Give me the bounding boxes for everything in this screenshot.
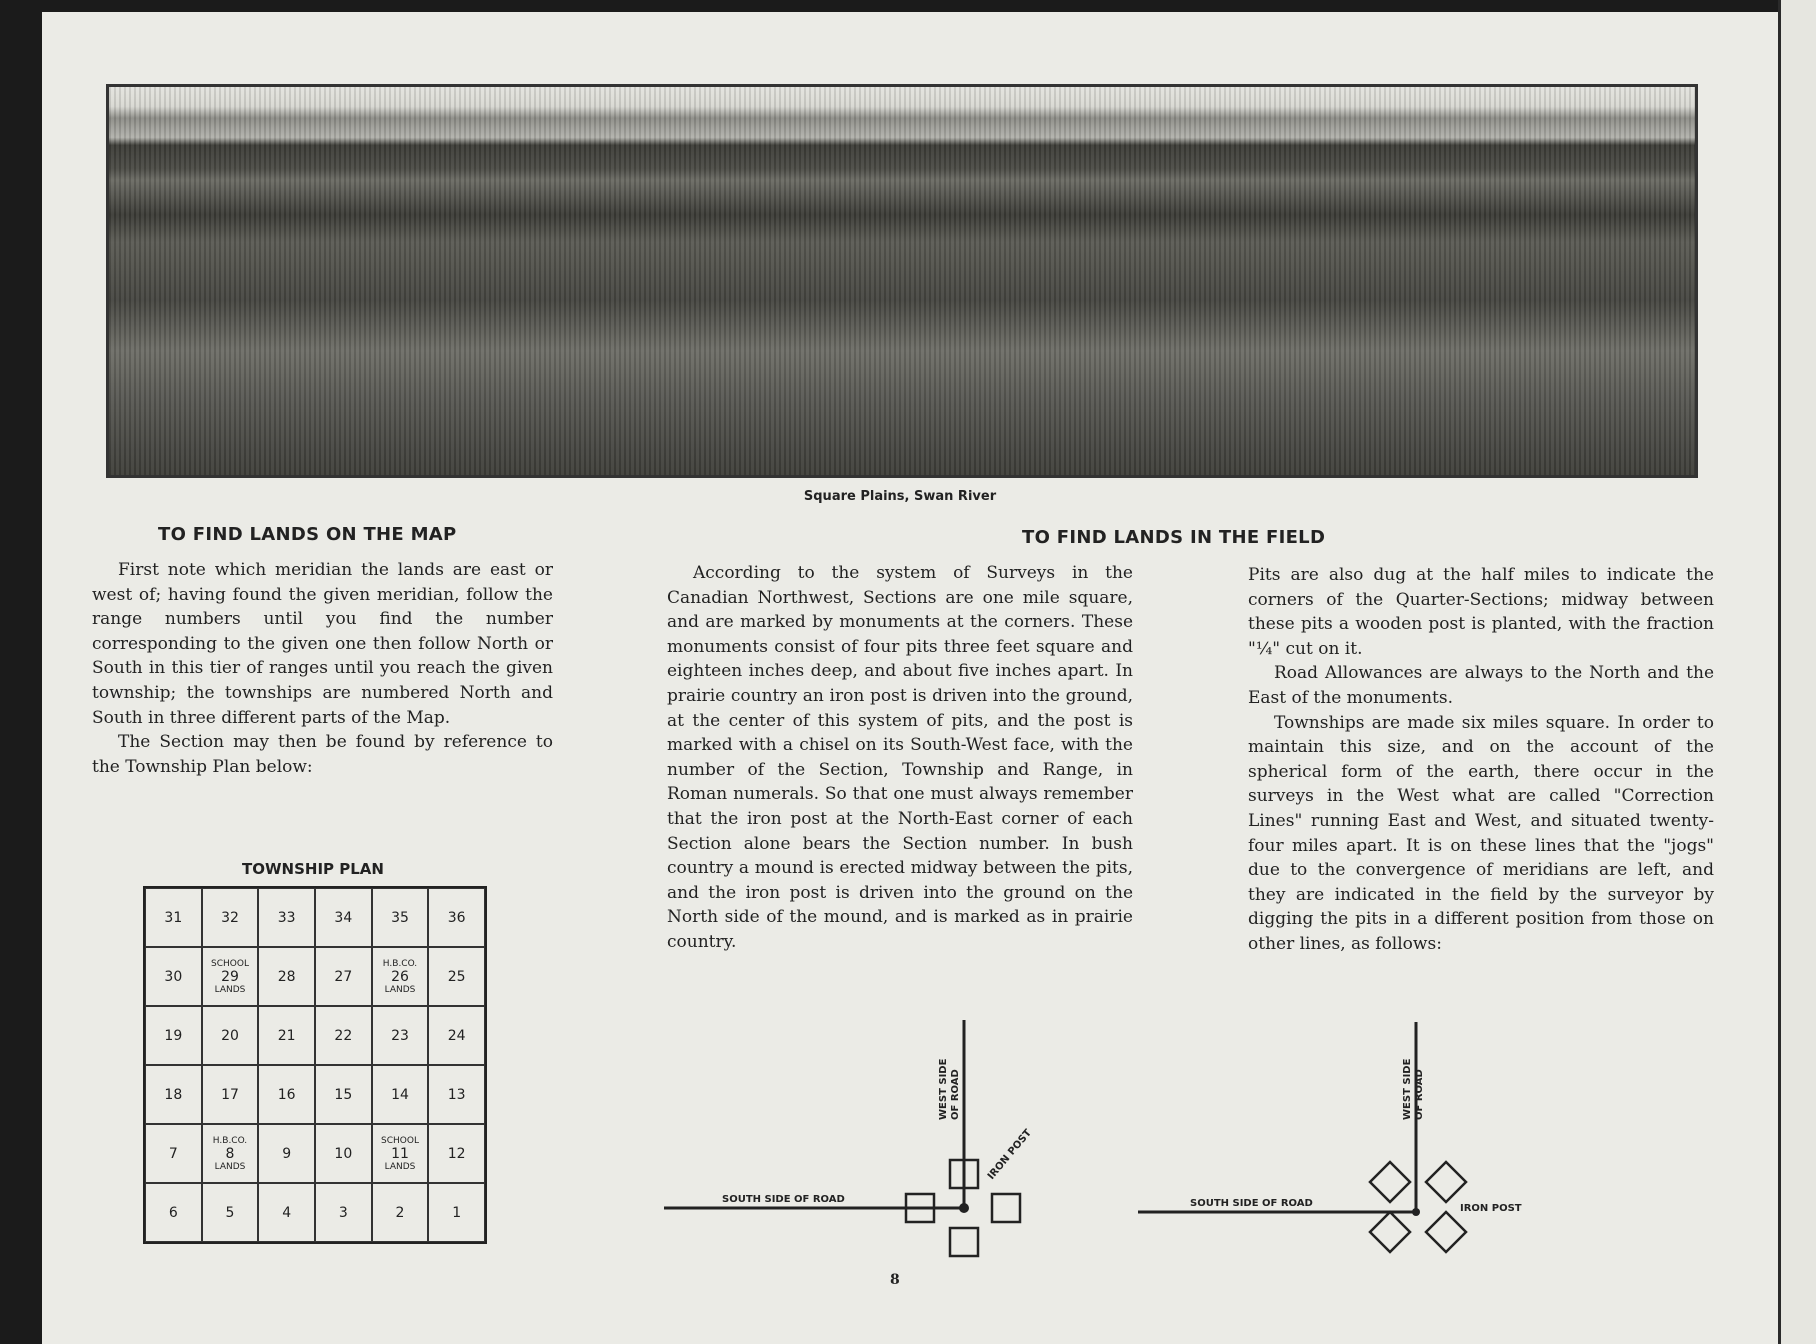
section-number: 30 <box>164 968 183 985</box>
section-cell <box>202 1124 259 1183</box>
section-top-label: SCHOOL <box>381 1135 419 1146</box>
section-number: 20 <box>221 1027 239 1044</box>
section-cell <box>315 947 372 1006</box>
field-heading: TO FIND LANDS IN THE FIELD <box>1022 527 1326 548</box>
section-number: 18 <box>164 1086 183 1103</box>
section-cell <box>145 1006 202 1065</box>
survey-diagram-diamond-pits <box>1130 1010 1550 1270</box>
section-number: 13 <box>447 1086 466 1103</box>
section-cell <box>258 1183 315 1242</box>
field-column-2 <box>1248 563 1714 957</box>
field-col2-paragraph-3: Townships are made six miles square. In order to maintain this size, and on the account of the spherical form of the earth, there occur in the surveys in the West what are called "Correction Lines" running East and West, and situated twenty-four miles apart. It is on these lines that the "jogs" due to the convergence of meridians are left, and they are indicated in the field by the surveyor by digging the pits in a different position from those on other lines, as follows: <box>1248 712 1714 954</box>
section-number: 36 <box>447 909 466 926</box>
pit-southwest <box>1370 1212 1410 1252</box>
west-side-label-2: OF ROAD <box>1414 1069 1425 1120</box>
section-top-label: H.B.CO. <box>382 958 418 969</box>
section-cell <box>258 1006 315 1065</box>
section-number: 14 <box>391 1086 409 1103</box>
section-cell <box>428 1006 485 1065</box>
section-number: 34 <box>334 909 353 926</box>
south-side-label: SOUTH SIDE OF ROAD <box>1190 1198 1313 1209</box>
section-number: 26 <box>391 968 409 985</box>
section-cell <box>428 888 485 947</box>
iron-post-marker <box>959 1203 969 1213</box>
section-number: 16 <box>277 1086 296 1103</box>
field-column-1 <box>667 561 1133 955</box>
section-cell <box>202 888 259 947</box>
left-paragraph-1: First note which meridian the lands are east or west of; having found the given meridian, follow the range numbers until you find the number corresponding to the given one then follow North or South in this tier of ranges until you reach the given township; the townships are numbered North and South in three different parts of the Map. <box>92 560 553 728</box>
section-cell <box>145 1065 202 1124</box>
section-number: 19 <box>164 1027 183 1044</box>
section-bottom-label: LANDS <box>214 1161 246 1172</box>
section-number: 17 <box>221 1086 239 1103</box>
section-number: 15 <box>334 1086 353 1103</box>
section-cell <box>315 888 372 947</box>
section-number: 32 <box>221 909 239 926</box>
section-number: 1 <box>452 1204 462 1221</box>
left-heading: TO FIND LANDS ON THE MAP <box>158 524 457 545</box>
section-cell <box>202 1183 259 1242</box>
facing-page-edge <box>1778 0 1816 1344</box>
section-bottom-label: LANDS <box>384 984 416 995</box>
pit-southeast <box>1426 1212 1466 1252</box>
field-col2-paragraph-1: Pits are also dug at the half miles to indicate the corners of the Quarter-Sections; midway between these pits a wooden post is planted, with the fraction "¼" cut on it. <box>1248 565 1714 659</box>
section-number: 10 <box>334 1145 353 1162</box>
section-number: 31 <box>164 909 183 926</box>
section-cell <box>145 947 202 1006</box>
section-cell <box>372 888 429 947</box>
section-number: 25 <box>447 968 466 985</box>
left-paragraph-2: The Section may then be found by reference to the Township Plan below: <box>92 732 553 777</box>
survey-diagram-square-pits <box>660 1010 1060 1270</box>
section-cell <box>202 947 259 1006</box>
pit-northwest <box>1370 1162 1410 1202</box>
section-cell <box>145 1124 202 1183</box>
section-number: 7 <box>168 1145 178 1162</box>
section-number: 22 <box>334 1027 353 1044</box>
section-number: 4 <box>282 1204 292 1221</box>
section-cell <box>428 1065 485 1124</box>
section-number: 11 <box>391 1145 409 1162</box>
section-number: 24 <box>447 1027 466 1044</box>
section-top-label: H.B.CO. <box>212 1135 248 1146</box>
section-cell <box>315 1183 372 1242</box>
section-number: 2 <box>395 1204 405 1221</box>
west-side-label-2: OF ROAD <box>950 1069 961 1120</box>
section-cell <box>428 947 485 1006</box>
section-cell <box>372 947 429 1006</box>
field-col2-paragraph-2: Road Allowances are always to the North and the East of the monuments. <box>1248 663 1714 708</box>
section-cell <box>258 888 315 947</box>
section-number: 29 <box>221 968 239 985</box>
section-number: 23 <box>391 1027 409 1044</box>
section-cell <box>145 888 202 947</box>
section-number: 35 <box>391 909 409 926</box>
section-number: 27 <box>334 968 353 985</box>
section-cell <box>315 1124 372 1183</box>
section-cell <box>315 1065 372 1124</box>
section-cell <box>202 1065 259 1124</box>
section-bottom-label: LANDS <box>214 984 246 995</box>
section-cell <box>258 1124 315 1183</box>
page-number: 8 <box>890 1272 900 1288</box>
landscape-photo <box>106 84 1698 478</box>
west-side-label: WEST SIDE <box>1402 1058 1413 1120</box>
section-number: 33 <box>277 909 296 926</box>
iron-post-marker <box>1412 1208 1420 1216</box>
south-side-label: SOUTH SIDE OF ROAD <box>722 1194 845 1205</box>
section-number: 8 <box>225 1145 235 1162</box>
west-side-label: WEST SIDE <box>938 1058 949 1120</box>
iron-post-label: IRON POST <box>985 1127 1034 1182</box>
section-number: 21 <box>277 1027 296 1044</box>
section-cell <box>372 1183 429 1242</box>
section-cell <box>372 1065 429 1124</box>
section-cell <box>372 1124 429 1183</box>
field-col1-paragraph-1: According to the system of Surveys in the Canadian Northwest, Sections are one mile square, and are marked by monuments at the corners. These monuments consist of four pits three feet square and eighteen inches deep, and about five inches apart. In prairie country an iron post is driven into the ground, at the center of this system of pits, and the post is marked with a chisel on its South-West face, with the number of the Section, Township and Range, in Roman numerals. So that one must always remember that the iron post at the North-East corner of each Section alone bears the Section number. In bush country a mound is erected midway between the pits, and the iron post is driven into the ground on the North side of the mound, and is marked as in prairie country. <box>667 563 1133 952</box>
section-number: 3 <box>338 1204 348 1221</box>
township-plan-grid <box>143 886 487 1244</box>
section-top-label: SCHOOL <box>211 958 249 969</box>
section-cell <box>258 1065 315 1124</box>
section-cell <box>202 1006 259 1065</box>
section-number: 28 <box>277 968 296 985</box>
section-number: 12 <box>447 1145 466 1162</box>
section-cell <box>428 1124 485 1183</box>
iron-post-label: IRON POST <box>1460 1203 1522 1214</box>
section-number: 6 <box>168 1204 178 1221</box>
section-cell <box>428 1183 485 1242</box>
section-bottom-label: LANDS <box>384 1161 416 1172</box>
photo-caption: Square Plains, Swan River <box>803 489 997 504</box>
pit-south <box>950 1228 978 1256</box>
section-number: 9 <box>282 1145 292 1162</box>
township-plan-title: TOWNSHIP PLAN <box>242 860 384 878</box>
left-column <box>92 558 553 779</box>
section-cell <box>315 1006 372 1065</box>
section-cell <box>372 1006 429 1065</box>
pit-northeast <box>1426 1162 1466 1202</box>
section-cell <box>145 1183 202 1242</box>
section-cell <box>258 947 315 1006</box>
section-number: 5 <box>225 1204 235 1221</box>
pit-east <box>992 1194 1020 1222</box>
